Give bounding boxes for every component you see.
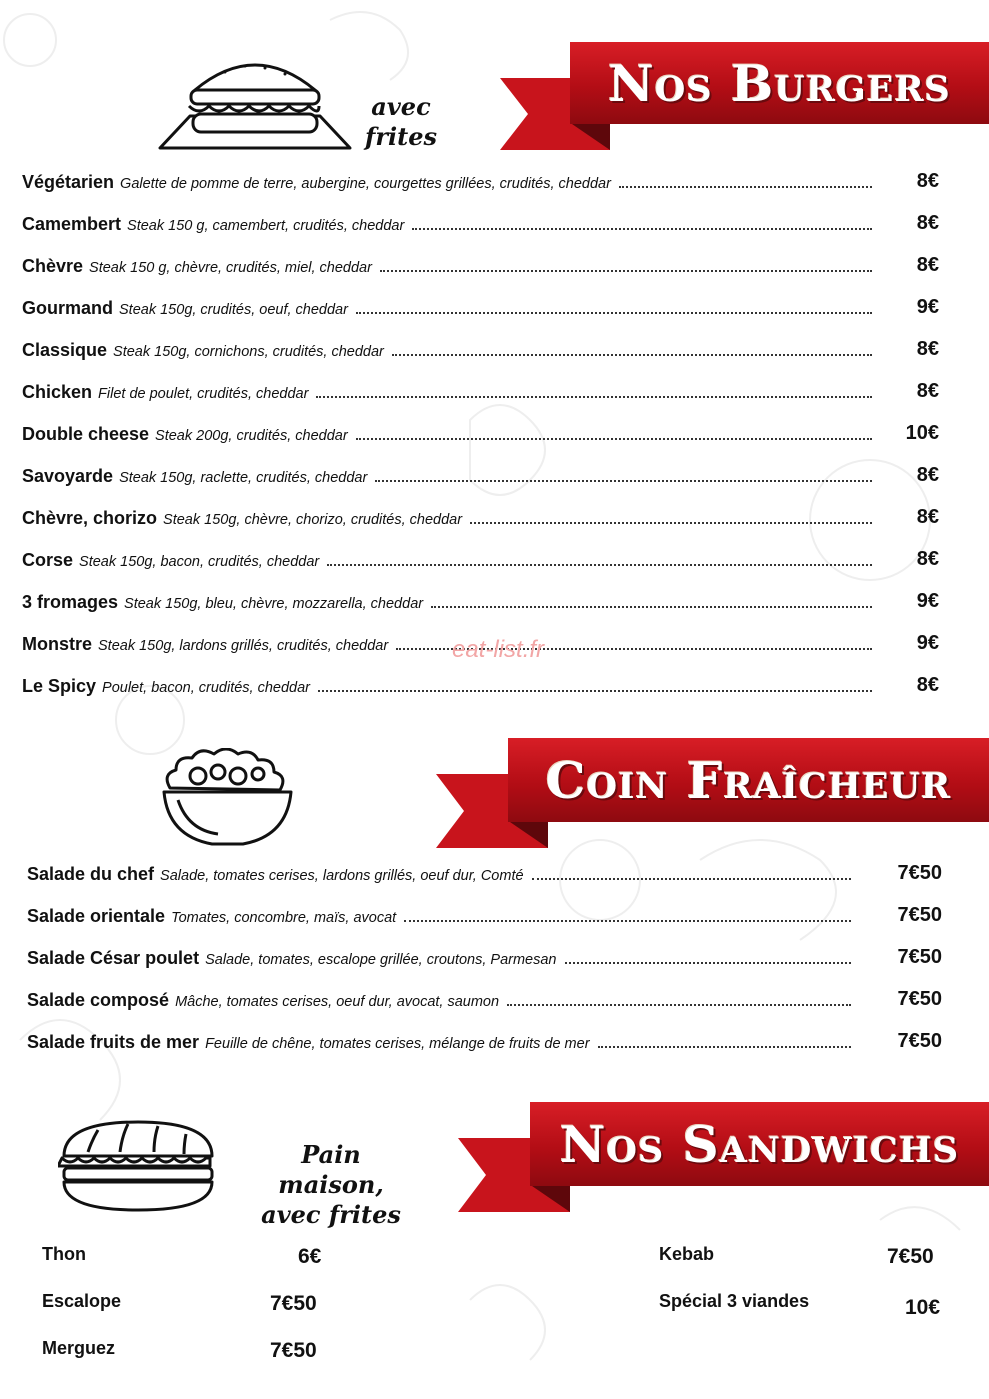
menu-item-description: Mâche, tomates cerises, oeuf dur, avocat, saumon	[175, 994, 500, 1010]
dot-leader	[356, 312, 872, 314]
menu-item-description: Steak 150g, bleu, chèvre, mozzarella, cheddar	[124, 596, 424, 612]
menu-item-price: 8€	[916, 548, 939, 570]
dot-leader	[404, 920, 851, 922]
dot-leader	[327, 564, 872, 566]
menu-item-description: Steak 200g, crudités, cheddar	[155, 428, 348, 444]
menu-item-price: 7€50	[897, 862, 942, 884]
menu-item-price: 9€	[916, 590, 939, 612]
sandwich-item-price: 6€	[298, 1245, 322, 1268]
menu-item-row	[22, 172, 878, 193]
menu-item-row	[22, 592, 878, 613]
menu-item-price: 7€50	[897, 988, 942, 1010]
menu-item-name: Salade César poulet	[27, 948, 200, 968]
menu-item-price: 7€50	[897, 904, 942, 926]
menu-item-description: Steak 150g, bacon, crudités, cheddar	[79, 554, 320, 570]
menu-item-name: Camembert	[22, 214, 122, 234]
salads-ribbon	[436, 738, 989, 850]
menu-item-row	[22, 676, 878, 697]
menu-item-description: Filet de poulet, crudités, cheddar	[98, 386, 309, 402]
dot-leader	[392, 354, 872, 356]
burgers-title: Nos Burgers	[608, 53, 951, 113]
menu-item-price: 7€50	[897, 946, 942, 968]
dot-leader	[598, 1046, 851, 1048]
sandwich-item-price: 7€50	[270, 1292, 317, 1315]
menu-item-name: Classique	[22, 340, 108, 360]
menu-item-name: Salade orientale	[27, 906, 166, 926]
menu-item-row	[22, 466, 878, 487]
menu-item-row	[27, 990, 857, 1011]
sandwich-item-name: Merguez	[42, 1338, 116, 1358]
menu-item-description: Poulet, bacon, crudités, cheddar	[102, 680, 310, 696]
menu-item-name: Gourmand	[22, 298, 114, 318]
menu-item-price: 7€50	[897, 1030, 942, 1052]
menu-item-price: 8€	[916, 338, 939, 360]
menu-item-description: Steak 150g, cornichons, crudités, cheddar	[113, 344, 384, 360]
menu-item-description: Steak 150 g, chèvre, crudités, miel, cheddar	[89, 260, 372, 276]
menu-item-price: 8€	[916, 674, 939, 696]
burgers-note: avec frites	[365, 92, 437, 151]
sandwiches-ribbon	[458, 1102, 989, 1214]
menu-item-row	[22, 424, 878, 445]
menu-item-description: Steak 150g, raclette, crudités, cheddar	[119, 470, 368, 486]
dot-leader	[619, 186, 872, 188]
menu-item-price: 9€	[916, 632, 939, 654]
menu-item-description: Galette de pomme de terre, aubergine, courgettes grillées, crudités, cheddar	[120, 176, 611, 192]
menu-item-description: Steak 150 g, camembert, crudités, cheddar	[127, 218, 405, 234]
sandwich-item-price: 10€	[905, 1296, 941, 1319]
menu-item-row	[27, 864, 857, 885]
salads-title: Coin Fraîcheur	[545, 750, 952, 810]
burger-icon	[155, 48, 355, 156]
dot-leader	[380, 270, 872, 272]
menu-item-description: Steak 150g, chèvre, chorizo, crudités, cheddar	[163, 512, 463, 528]
sandwich-item-name: Spécial 3 viandes	[659, 1291, 810, 1311]
ribbon-fold	[510, 822, 548, 848]
menu-item-name: Salade fruits de mer	[27, 1032, 200, 1052]
dot-leader	[470, 522, 872, 524]
menu-item-row	[22, 214, 878, 235]
dot-leader	[356, 438, 872, 440]
menu-item-description: Feuille de chêne, tomates cerises, mélange de fruits de mer	[205, 1036, 590, 1052]
dot-leader	[507, 1004, 851, 1006]
sandwich-icon	[58, 1116, 218, 1216]
menu-item-description: Salade, tomates cerises, lardons grillés, oeuf dur, Comté	[160, 868, 524, 884]
menu-item-row	[22, 256, 878, 277]
menu-item-name: Chèvre	[22, 256, 84, 276]
sandwich-item-name: Thon	[42, 1244, 86, 1264]
menu-item-price: 10€	[905, 422, 939, 444]
dot-leader	[316, 396, 872, 398]
menu-item-price: 8€	[916, 380, 939, 402]
menu-item-name: Double cheese	[22, 424, 150, 444]
sandwich-note-line2: avec frites	[261, 1200, 401, 1229]
menu-item-price: 8€	[916, 254, 939, 276]
salad-bowl-icon	[160, 748, 295, 853]
sandwich-item-name: Kebab	[659, 1244, 715, 1264]
menu-item-row	[22, 508, 878, 529]
sandwich-note-line1: Pain maison,	[278, 1140, 384, 1199]
menu-item-name: Végétarien	[22, 172, 115, 192]
menu-item-row	[27, 906, 857, 927]
menu-item-price: 8€	[916, 212, 939, 234]
menu-item-price: 8€	[916, 506, 939, 528]
menu-item-row	[22, 340, 878, 361]
burgers-ribbon	[500, 42, 989, 152]
ribbon-fold	[572, 124, 610, 150]
menu-item-description: Steak 150g, crudités, oeuf, cheddar	[119, 302, 348, 318]
sandwiches-title: Nos Sandwichs	[559, 1114, 960, 1174]
menu-item-description: Steak 150g, lardons grillés, crudités, cheddar	[98, 638, 389, 654]
menu-item-row	[27, 948, 857, 969]
menu-item-row	[22, 382, 878, 403]
menu-item-price: 8€	[916, 170, 939, 192]
dot-leader	[565, 962, 852, 964]
sandwich-item-price: 7€50	[270, 1339, 317, 1362]
menu-item-name: Monstre	[22, 634, 93, 654]
watermark: eat-list.fr	[452, 636, 545, 663]
menu-item-description: Salade, tomates, escalope grillée, croutons, Parmesan	[205, 952, 557, 968]
dot-leader	[532, 878, 851, 880]
dot-leader	[431, 606, 872, 608]
menu-item-name: Corse	[22, 550, 74, 570]
sandwich-item-name: Escalope	[42, 1291, 122, 1311]
menu-item-name: Savoyarde	[22, 466, 114, 486]
menu-item-name: Chèvre, chorizo	[22, 508, 158, 528]
ribbon-fold	[532, 1186, 570, 1212]
menu-item-price: 8€	[916, 464, 939, 486]
menu-item-name: Salade du chef	[27, 864, 155, 884]
menu-item-row	[22, 634, 878, 655]
menu-item-row	[27, 1032, 857, 1053]
dot-leader	[375, 480, 872, 482]
menu-item-name: 3 fromages	[22, 592, 119, 612]
menu-item-name: Chicken	[22, 382, 93, 402]
menu-item-row	[22, 550, 878, 571]
dot-leader	[318, 690, 872, 692]
menu-item-description: Tomates, concombre, maïs, avocat	[171, 910, 397, 926]
menu-item-name: Salade composé	[27, 990, 170, 1010]
sandwich-note	[246, 1140, 416, 1230]
dot-leader	[412, 228, 872, 230]
menu-item-row	[22, 298, 878, 319]
menu-item-price: 9€	[916, 296, 939, 318]
sandwich-item-price: 7€50	[887, 1245, 934, 1268]
menu-item-name: Le Spicy	[22, 676, 97, 696]
